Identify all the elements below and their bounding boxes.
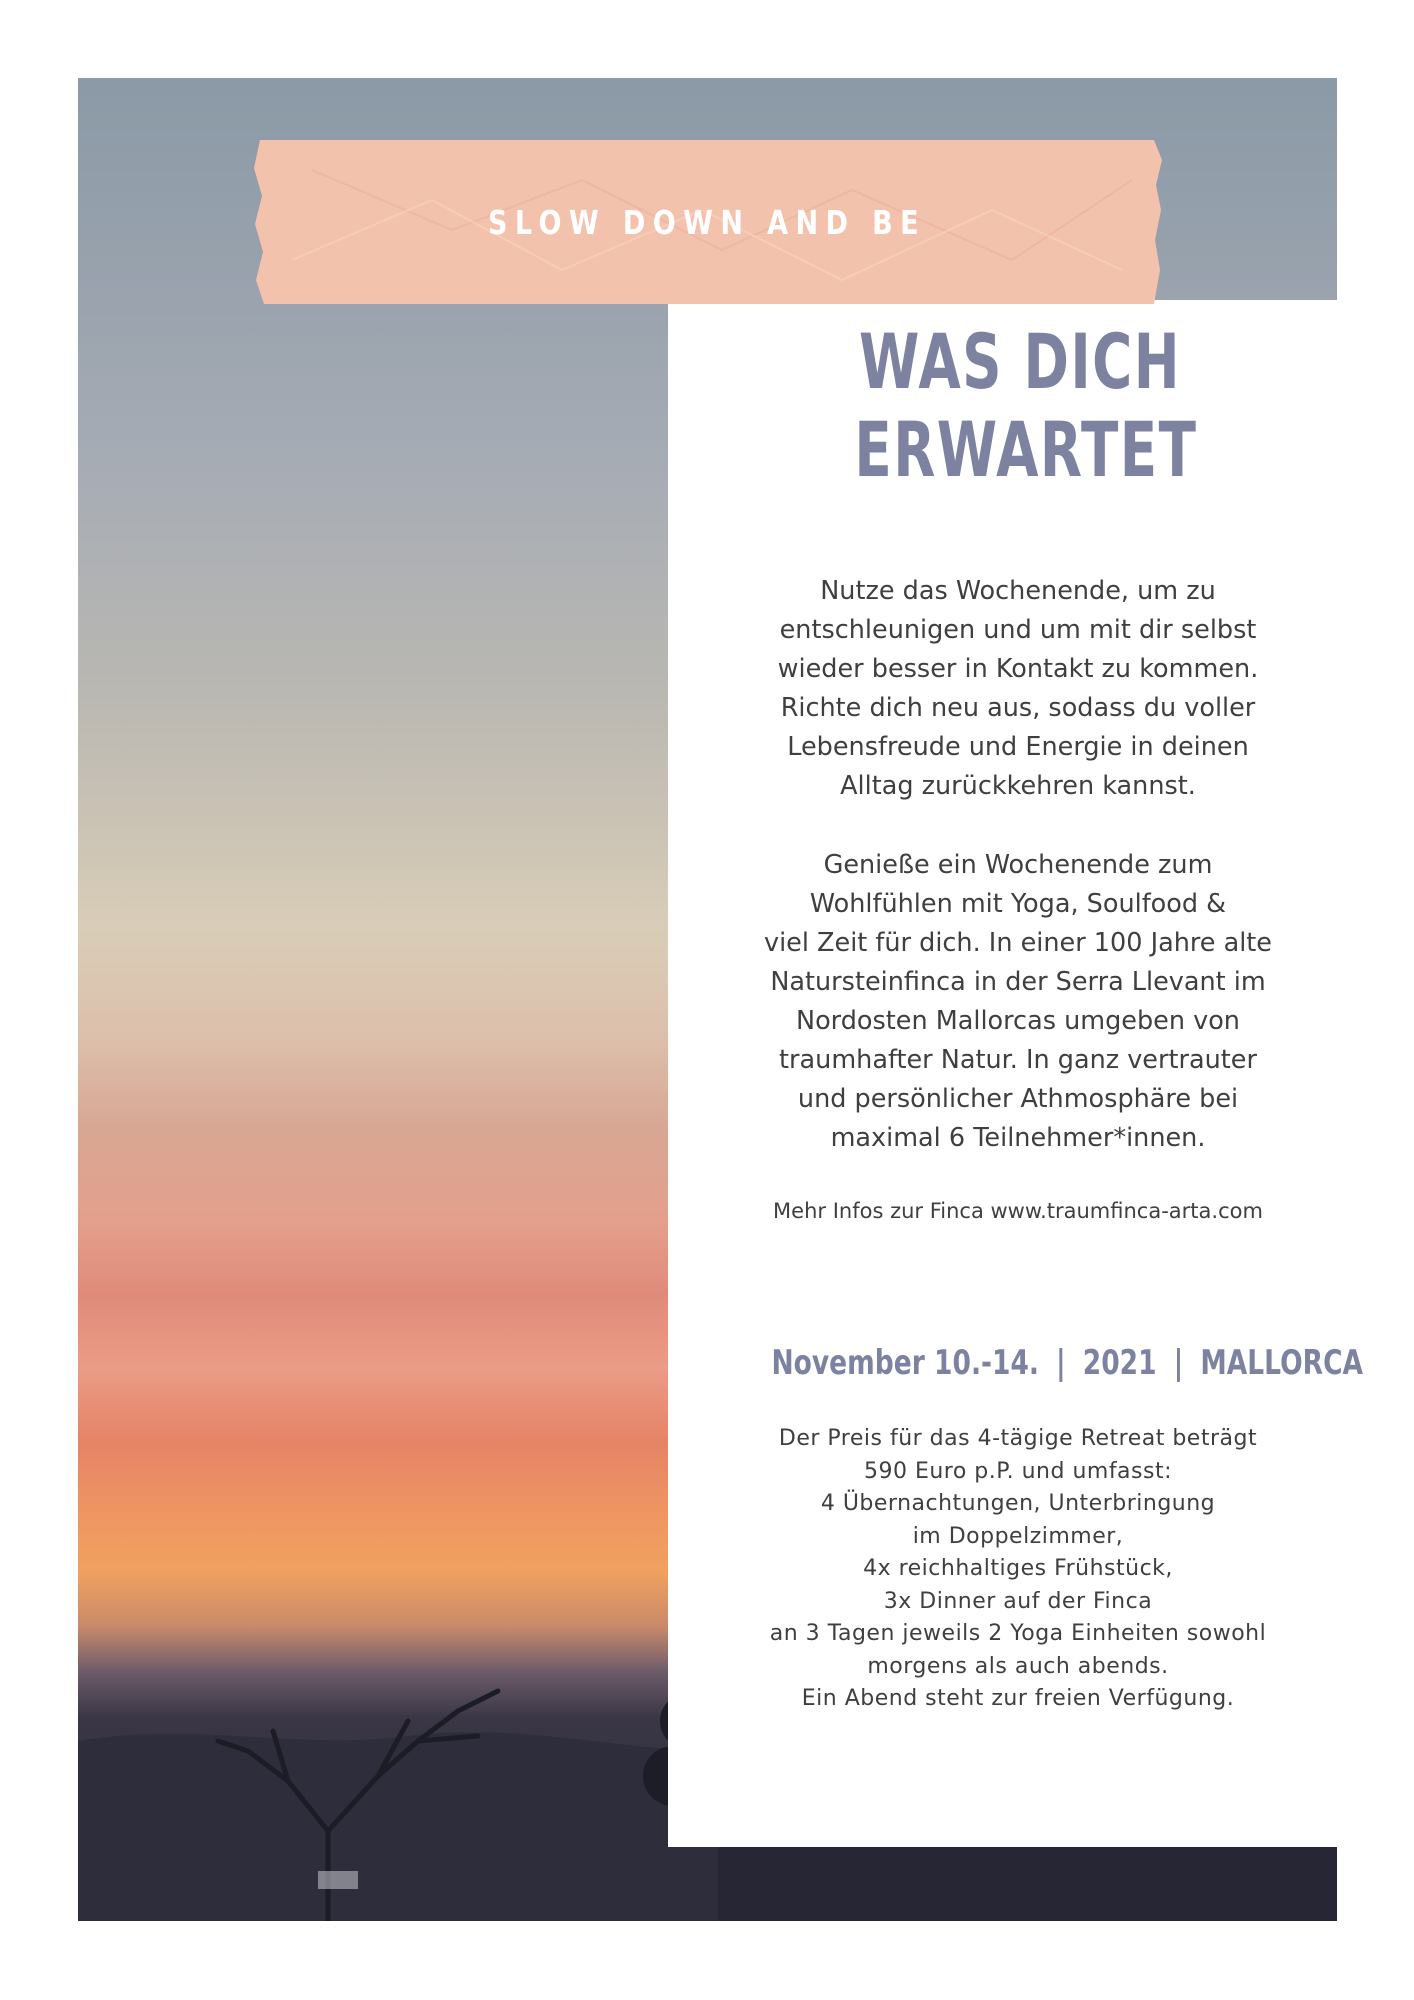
event-info [688, 1340, 1364, 1386]
event-location: MALLORCA [1200, 1343, 1364, 1383]
finca-info-text: Mehr Infos zur Finca www.traumfinca-arta.com [773, 1199, 1263, 1223]
separator: | [1056, 1343, 1066, 1383]
details-paragraph: Genieße ein Wochenende zum Wohlfühlen mit Yoga, Soulfood & viel Zeit für dich. In einer 100 Jahre alte Natursteinfinca in der Serra Llevant im Nordosten Mallorcas umgeben von traumhafter Natur. In ganz vertrauter und persönlicher Athmosphäre bei maximal 6 Teilnehmer*innen. [764, 850, 1272, 1153]
event-date: November 10.-14. [771, 1343, 1040, 1383]
price-details: Der Preis für das 4-tägige Retreat beträgt 590 Euro p.P. und umfasst: 4 Übernachtungen, Unterbringung im Doppelzimmer, 4x reichhaltiges Frühstück, 3x Dinner auf der Finca an 3 Tagen jeweils 2 Yoga Einheiten sowohl morgens als auch abends. Ein Abend steht zur freien Verfügung. [769, 1426, 1267, 1711]
title-line-1: WAS DICH [859, 317, 1181, 406]
page-title [790, 318, 1250, 494]
separator: | [1173, 1343, 1184, 1383]
event-year: 2021 [1082, 1343, 1157, 1383]
intro-paragraph: Nutze das Wochenende, um zu entschleunigen und um mit dir selbst wieder besser in Kontakt zu kommen. Richte dich neu aus, sodass du voller Lebensfreude und Energie in deinen Alltag zurückkehren kannst. [777, 576, 1259, 801]
banner-text: SLOW DOWN AND BE [487, 202, 927, 242]
title-line-2: ERWARTET [854, 405, 1198, 494]
